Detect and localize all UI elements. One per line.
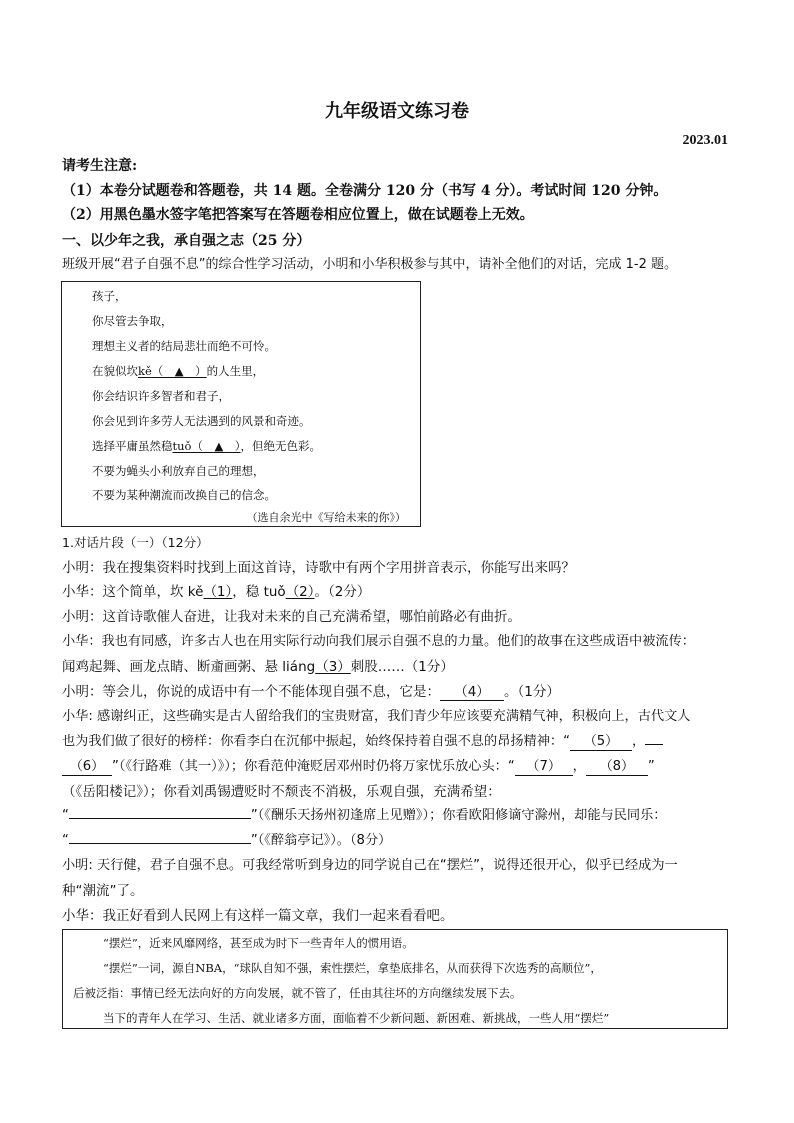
poem-box [61,281,421,527]
dialogue-text: ”（《醉翁亭记》）。（8分） [250,833,392,848]
poem-line-with-blank [92,363,264,379]
poem-line: 理想主义者的结局悲壮而绝不可怜。 [92,339,276,353]
dialogue-line: 种“潮流”了。 [62,883,144,899]
answer-blank-10[interactable] [69,843,251,844]
dialogue-text: ” [647,759,655,774]
article-paragraph: 当下的青年人在学习、生活、就业诸多方面，面临着不少新问题、新困难、新挑战，一些人用“摆烂” [103,1011,610,1025]
page-title: 九年级语文练习卷 [325,101,469,122]
dialogue-text: 。（2分） [314,584,371,600]
dialogue-text: “ [62,808,69,823]
answer-blank-1[interactable]: （1） [203,584,233,600]
dialogue-line [62,682,738,702]
poem-line-text: 的人生里， [206,364,265,378]
dialogue-line [62,732,738,752]
pinyin-tuo: tuǒ [172,439,192,453]
answer-blank[interactable]: （ ▲ ） [191,439,241,453]
dialogue-text: 小华：这个简单，坎 kě [62,584,204,600]
dialogue-text: ”（《酬乐天扬州初逢席上见赠》）；你看欧阳修谪守滁州，却能与民同乐： [250,808,667,823]
notice-item-1: （1）本卷分试题卷和答题卷，共 14 题。全卷满分 120 分（书写 4 分）。考试时间 120 分钟。 [62,183,668,199]
poem-line: 孩子， [92,289,127,303]
poem-source: （选自余光中《写给未来的你》） [246,511,406,524]
dialogue-text: ”（《行路难（其一）》）；你看范仲淹贬居邓州时仍将万家忧乐放心头：“ [112,759,515,774]
dialogue-text: 刺股……（1分） [350,659,454,675]
poem-line-text: 选择平庸虽然稳 [92,439,173,453]
dialogue-line: 小华：我也有同感，许多古人也在用实际行动向我们展示自强不息的力量。他们的故事在这些成语中被流传： [62,634,695,649]
dialogue-line [62,582,738,602]
exam-date: 2023.01 [682,133,728,148]
answer-blank-2[interactable]: （2） [285,584,315,600]
answer-blank-7[interactable]: （7） [515,759,573,776]
dialogue-text: 闻鸡起舞、画龙点睛、断齑画粥、悬 liáng [62,659,316,675]
answer-blank-4[interactable]: （4） [440,684,504,701]
poem-line-text: ，但绝无色彩。 [240,439,322,453]
answer-blank-9[interactable] [69,818,251,819]
dialogue-line [62,831,738,851]
article-excerpt-box [62,929,728,1029]
dialogue-line [62,757,738,777]
dialogue-text: ， [572,759,586,774]
dialogue-line: 小明: 天行健，君子自强不息。可我经常听到身边的同学说自己在“摆烂”，说得还很开心，似乎已经成为一 [62,858,678,873]
poem-line: 你尽管去争取， [92,314,173,328]
dialogue-line: 小明：我在搜集资料时找到上面这首诗，诗歌中有两个字用拼音表示，你能写出来吗？ [62,560,575,576]
section-heading: 一、以少年之我，承自强之志（25 分） [62,233,311,249]
notice-item-2: （2）用黑色墨水签字笔把答案写在答题卷相应位置上，做在试题卷上无效。 [62,207,534,223]
dialogue-line [62,657,738,677]
answer-blank-3[interactable]: （3） [315,659,351,675]
dialogue-line [62,806,738,826]
answer-blank[interactable]: （ ▲ ） [151,364,207,378]
article-paragraph: “摆烂”一词，源自NBA，“球队自知不强，索性摆烂，拿垫底排名，从而获得下次选秀的高顺位”， [103,961,602,975]
answer-blank-5[interactable]: （5） [570,734,632,751]
poem-line: 不要为蝇头小利放弃自己的理想， [92,464,265,478]
article-paragraph: 后被泛指：事情已经无法向好的方向发展，就不管了，任由其往坏的方向继续发展下去。 [73,986,522,1000]
poem-line: 不要为某种潮流而改换自己的信念。 [92,488,276,502]
dialogue-line: 小华：我正好看到人民网上有这样一篇文章，我们一起来看看吧。 [62,908,454,924]
poem-line: 你会结识许多智者和君子， [92,389,230,403]
dialogue-line: 小华: 感谢纠正，这些确实是古人留给我们的宝贵财富，我们青少年应该要充满精气神，积极向上，古代文人 [62,709,691,724]
poem-line-text: 在貌似坎 [92,364,138,378]
notice-heading: 请考生注意: [62,158,138,174]
article-paragraph: “摆烂”，近来风靡网络，甚至成为时下一些青年人的惯用语。 [103,936,414,950]
pinyin-ke: kě [138,364,152,378]
question-title: 1.对话片段（一）（12分） [62,535,209,550]
dialogue-text: 。（1分） [504,684,560,700]
answer-blank-5-cont[interactable] [645,744,663,745]
section-intro: 班级开展“君子自强不息”的综合性学习活动，小明和小华积极参与其中，请补全他们的对话，完成 1-2 题。 [62,257,677,272]
dialogue-text: “ [62,833,69,848]
dialogue-text: 也为我们做了很好的榜样：你看李白在沉郁中振起，始终保持着自强不息的昂扬精神：“ [62,734,570,749]
answer-blank-8[interactable]: （8） [586,759,648,776]
dialogue-text: ，稳 tuǒ [232,584,286,600]
dialogue-line: （《岳阳楼记》）；你看刘禹锡遭贬时不颓丧不消极，乐观自强，充满希望： [62,784,501,800]
dialogue-text: ， [631,734,646,749]
poem-line: 你会见到许多劳人无法遇到的风景和奇迹。 [92,414,311,428]
dialogue-line: 小明：这首诗歌催人奋进，让我对未来的自己充满希望，哪怕前路必有曲折。 [62,609,521,625]
answer-blank-6[interactable]: （6） [62,759,112,776]
poem-line-with-blank [92,438,321,454]
dialogue-text: 小明：等会儿，你说的成语中有一个不能体现自强不息，它是： [62,684,440,700]
